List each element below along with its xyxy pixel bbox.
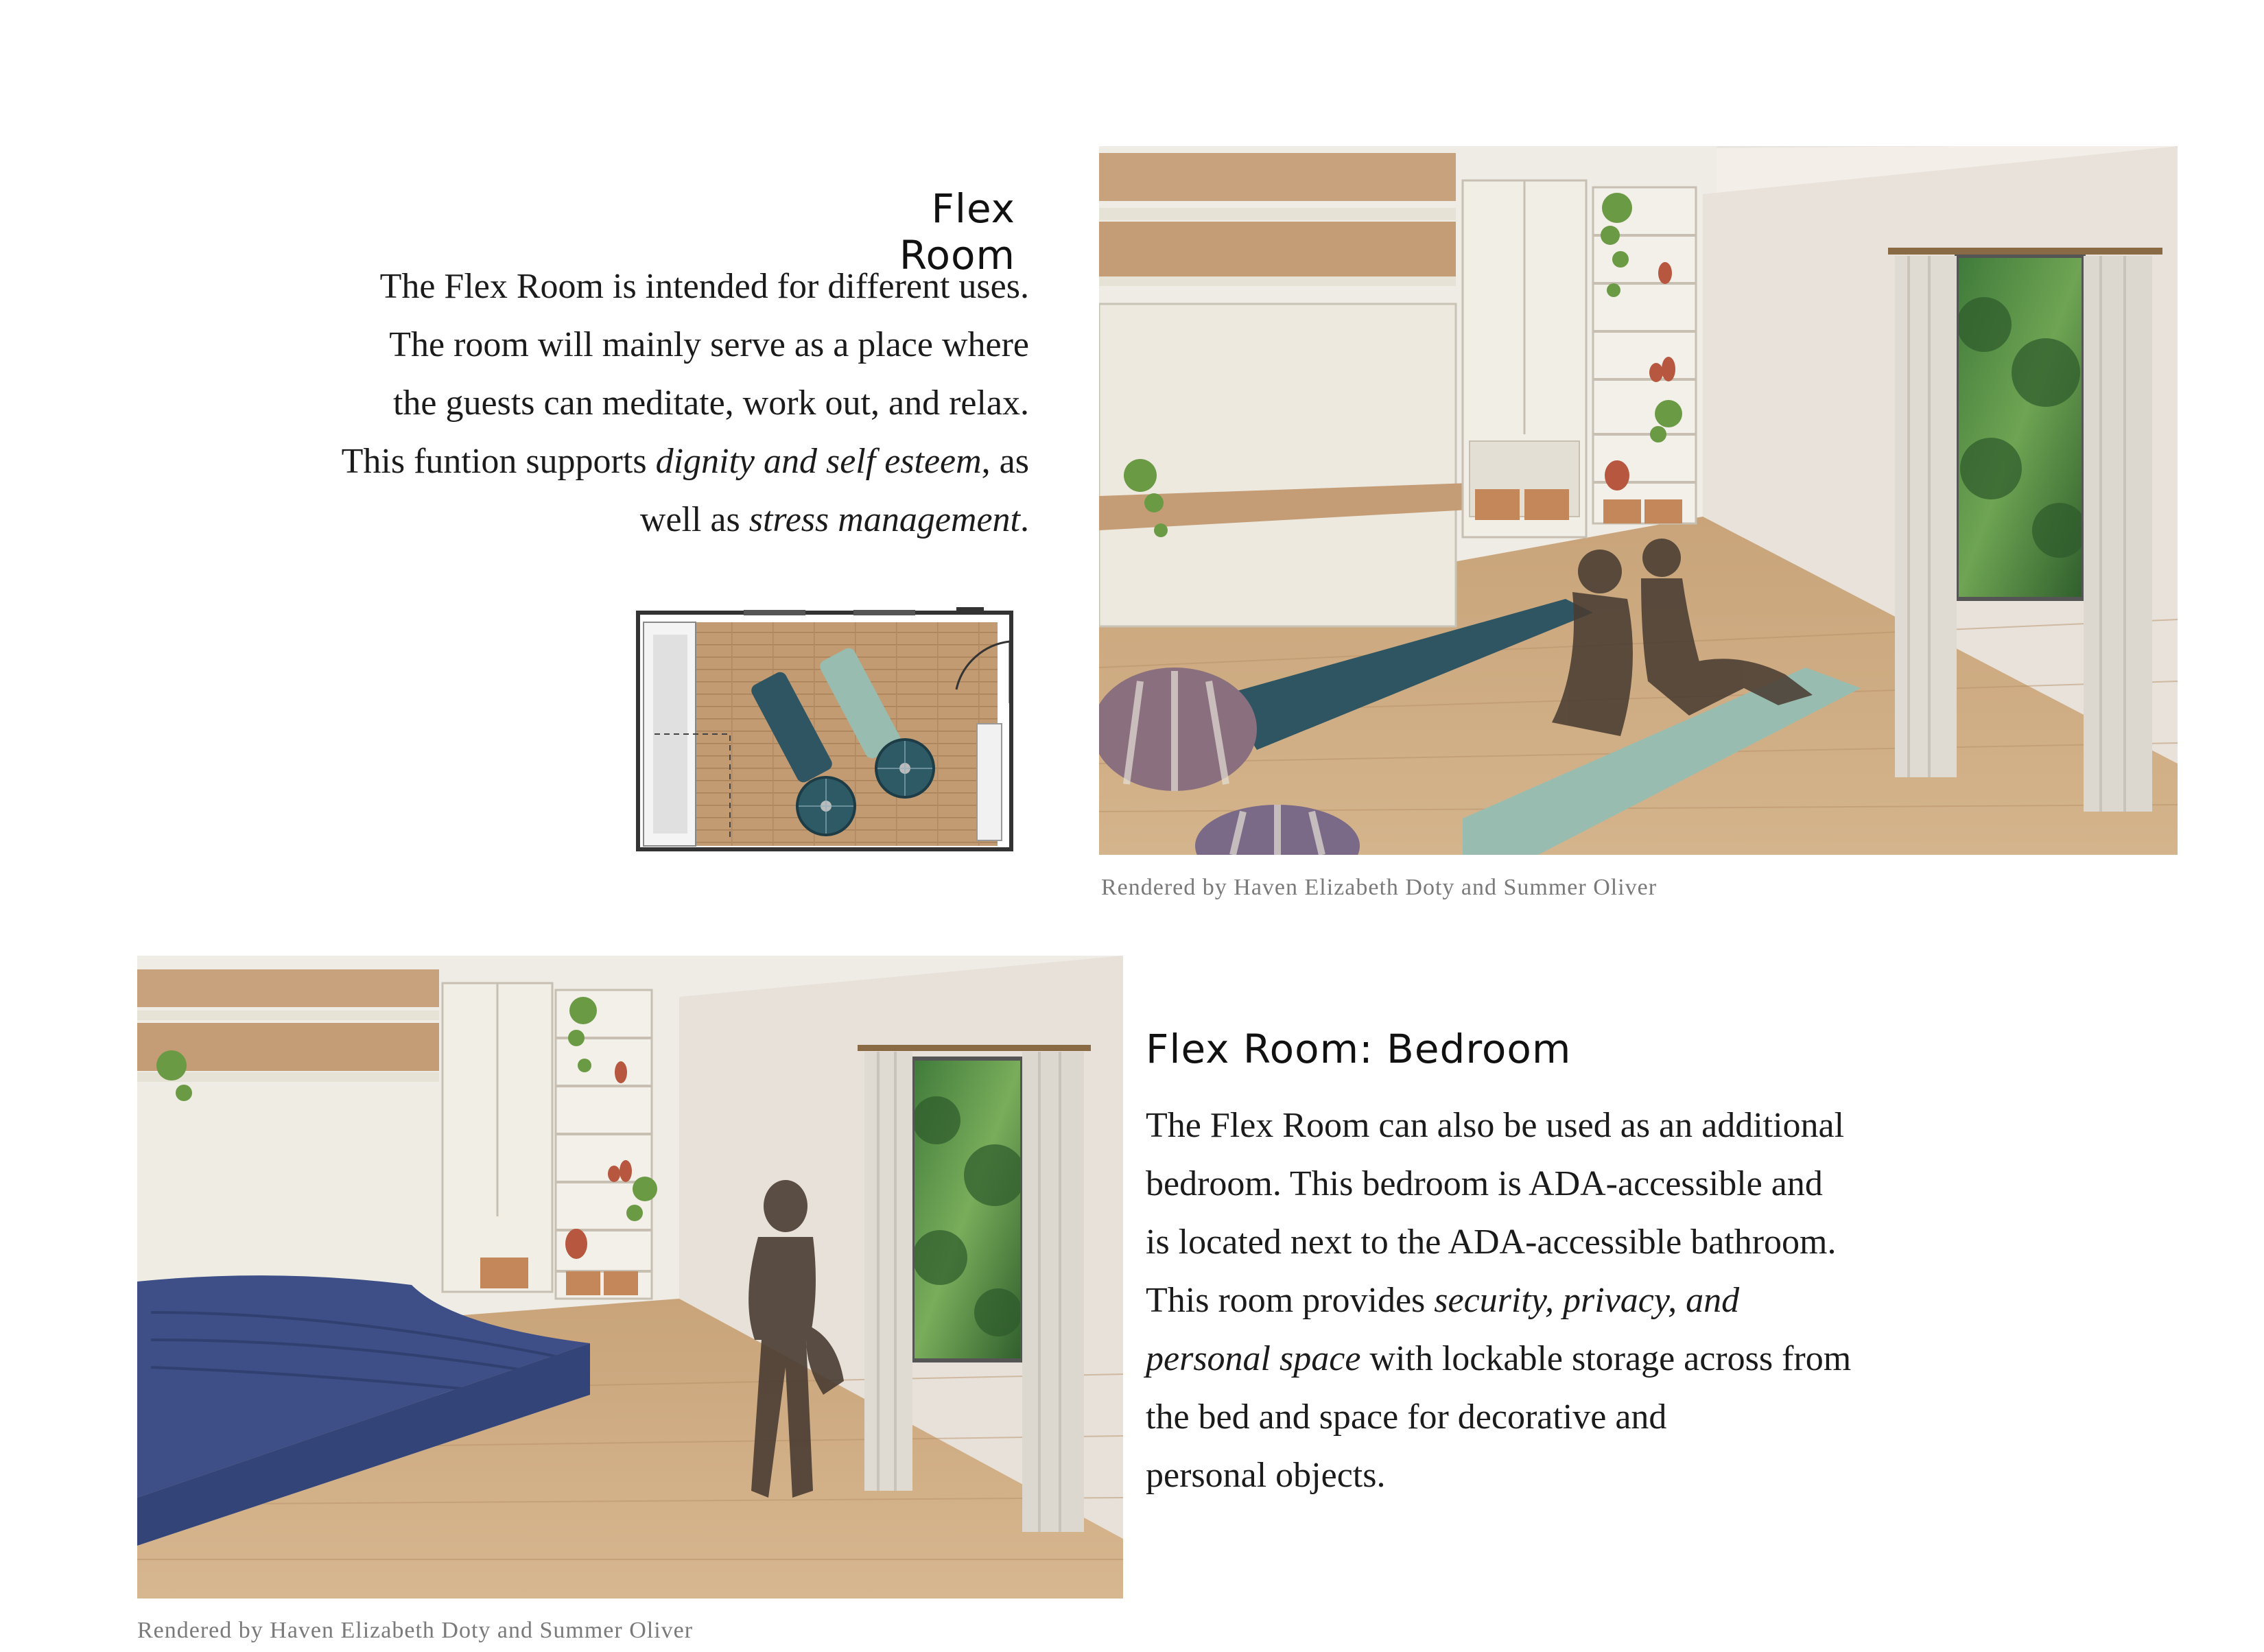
flex-room-scene [1099, 146, 2178, 855]
flex-room-rendering [1099, 146, 2178, 855]
flex-room-floor-plan [634, 607, 1015, 854]
render1-caption: Rendered by Haven Elizabeth Doty and Summer Oliver [1101, 875, 1658, 900]
flex-room-line-4 [288, 432, 1029, 491]
flex-room-title: Flex Room [899, 185, 1015, 279]
emphasis-stress: stress management [748, 500, 1020, 539]
floor-plan-drawing [634, 607, 1015, 854]
flex-bedroom-line-6: the bed and space for decorative and [1146, 1397, 1667, 1437]
render2-caption: Rendered by Haven Elizabeth Doty and Summer Oliver [137, 1618, 694, 1643]
flex-room-description [288, 257, 1029, 549]
line5-post: . [1020, 500, 1029, 539]
flex-bedroom-line-5 [1146, 1330, 1955, 1388]
flex-bedroom-line-2: bedroom. This bedroom is ADA-accessible and [1146, 1164, 1823, 1203]
emphasis-personal-space: personal space [1146, 1339, 1361, 1378]
line4-post: , as [981, 442, 1029, 481]
flex-bedroom-line-4 [1146, 1271, 1955, 1330]
emphasis-dignity: dignity and self esteem [655, 442, 982, 481]
flex-room-line-5 [288, 491, 1029, 549]
line4-pre: This funtion supports [341, 442, 656, 481]
flex-bedroom-line-7: personal objects. [1146, 1456, 1386, 1495]
flex-bedroom-rendering [137, 956, 1123, 1598]
emphasis-security: security, privacy, and [1434, 1281, 1740, 1320]
bed-line4-pre: This room provides [1146, 1281, 1435, 1320]
flex-room-line-1: The Flex Room is intended for different uses. [379, 267, 1029, 306]
flex-room-line-3: the guests can meditate, work out, and relax. [392, 384, 1029, 423]
flex-bedroom-scene [137, 956, 1123, 1598]
bed-line5-post: with lockable storage across from [1360, 1339, 1852, 1378]
flex-bedroom-line-3: is located next to the ADA-accessible bathroom. [1146, 1223, 1837, 1262]
flex-bedroom-line-1: The Flex Room can also be used as an additional [1146, 1106, 1845, 1145]
line5-pre: well as [639, 500, 749, 539]
flex-bedroom-title: Flex Room: Bedroom [1146, 1026, 1572, 1072]
flex-bedroom-description [1146, 1096, 1955, 1504]
flex-room-line-2: The room will mainly serve as a place where [389, 325, 1029, 364]
